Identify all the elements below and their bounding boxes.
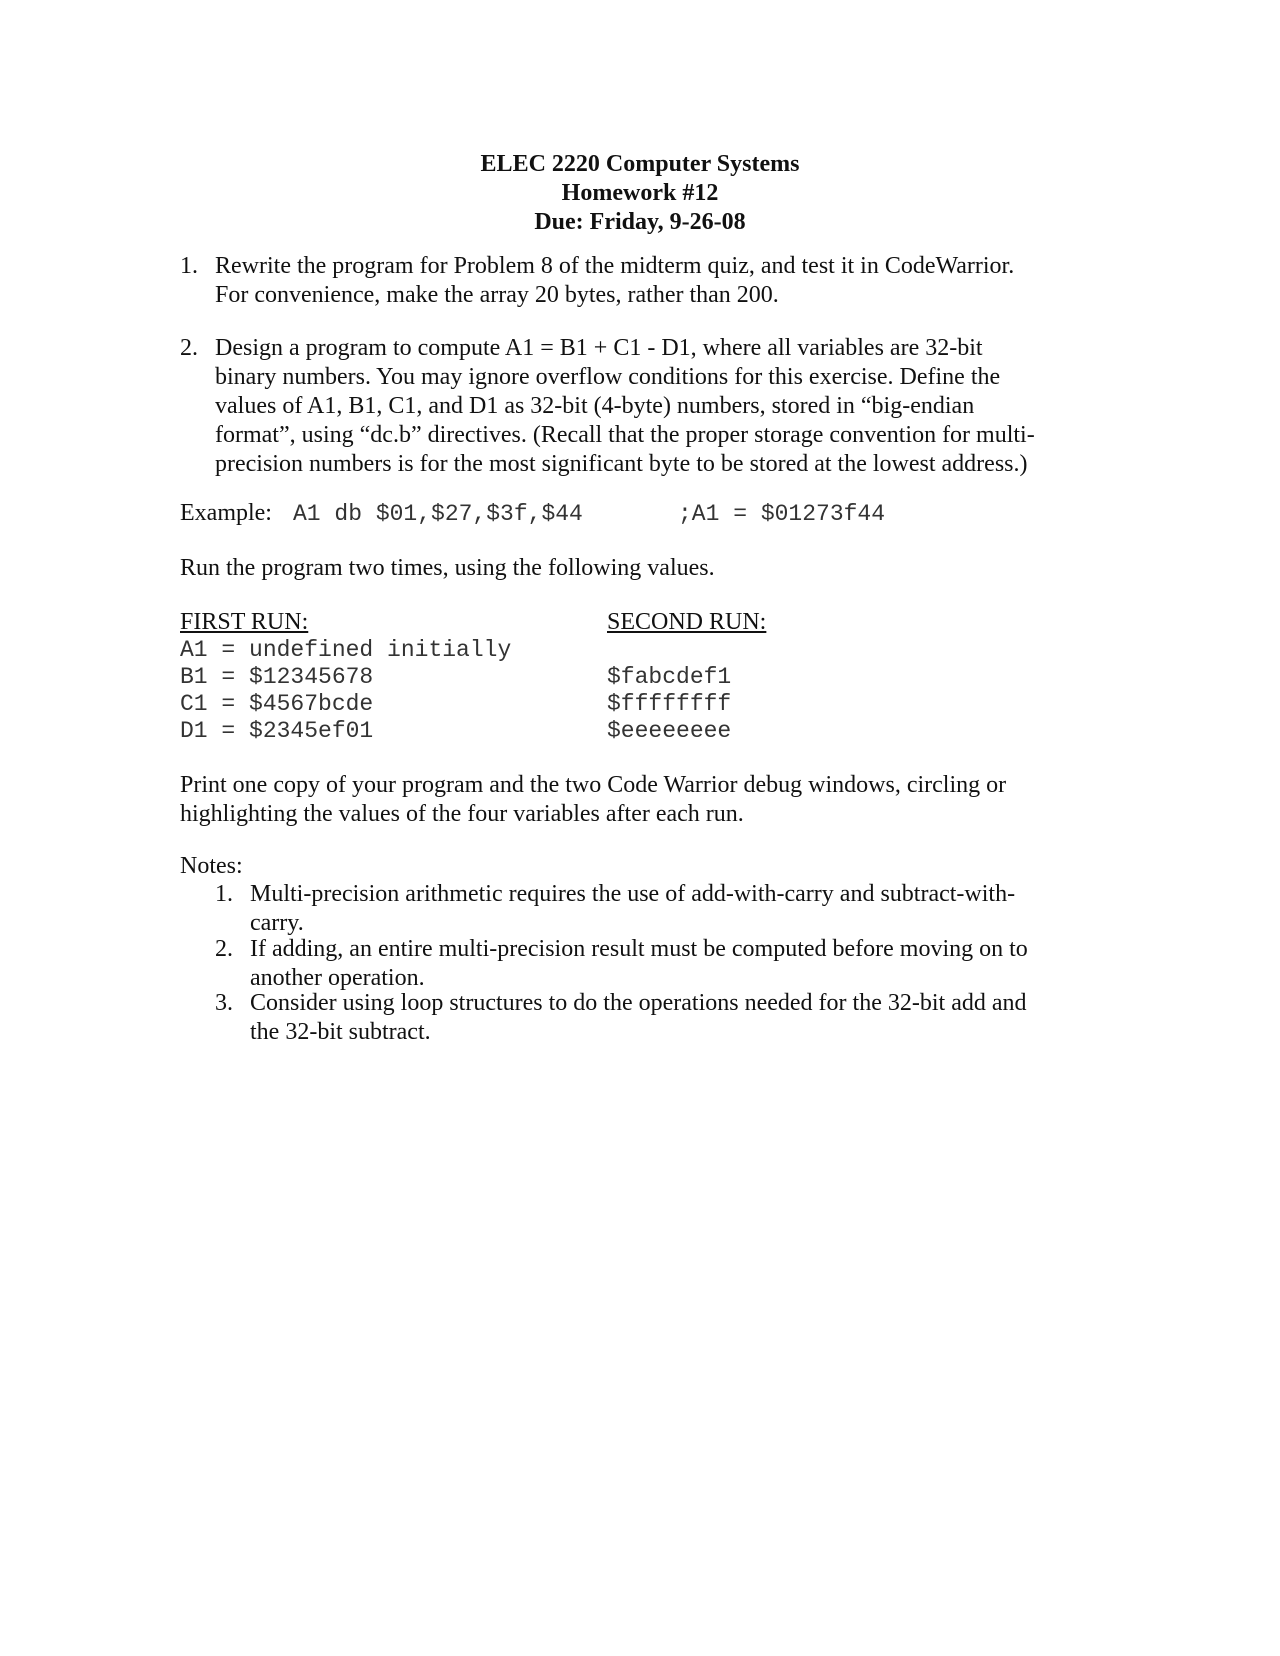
note-line: Consider using loop structures to do the operations needed for the 32-bit add and (250, 990, 1027, 1016)
problem-line: values of A1, B1, C1, and D1 as 32-bit (4-byte) numbers, stored in “big-endian (215, 393, 975, 419)
first-run-value: A1 = undefined initially (180, 637, 512, 663)
second-run-value: $fabcdef1 (607, 664, 732, 690)
example-comment: ;A1 = $01273f44 (678, 501, 886, 527)
run-instruction: Run the program two times, using the following values. (180, 555, 715, 581)
problem-line: format”, using “dc.b” directives. (Recall that the proper storage convention for multi- (215, 422, 1035, 448)
problem-number: 1. (180, 253, 198, 279)
problem-line: Rewrite the program for Problem 8 of the midterm quiz, and test it in CodeWarrior. (215, 253, 1015, 279)
note-line: the 32-bit subtract. (250, 1019, 431, 1045)
second-run-value: $ffffffff (607, 691, 732, 717)
notes-label: Notes: (180, 853, 243, 879)
second-run-value: $eeeeeeee (607, 718, 732, 744)
print-instruction (180, 771, 1080, 829)
note-line: carry. (250, 910, 304, 936)
example-label: Example: (180, 500, 272, 526)
problem-line: precision numbers is for the most significant byte to be stored at the lowest address.) (215, 451, 1028, 477)
note-line: Multi-precision arithmetic requires the use of add-with-carry and subtract-with- (250, 881, 1016, 907)
problem-number: 2. (180, 335, 198, 361)
note-number: 3. (215, 990, 233, 1016)
first-run-value: C1 = $4567bcde (180, 691, 374, 717)
course-title: ELEC 2220 Computer Systems (480, 151, 800, 177)
example-line (180, 499, 1080, 528)
note-line: If adding, an entire multi-precision result must be computed before moving on to (250, 936, 1028, 962)
example-code: A1 db $01,$27,$3f,$44 (293, 501, 583, 527)
due-date: Due: Friday, 9-26-08 (534, 209, 746, 235)
problem-line: binary numbers. You may ignore overflow conditions for this exercise. Define the (215, 364, 1001, 390)
note-item-3 (215, 989, 1075, 1047)
note-number: 2. (215, 936, 233, 962)
problem-2 (180, 334, 1060, 479)
note-item-2 (215, 935, 1075, 993)
note-line: another operation. (250, 965, 425, 991)
print-line: Print one copy of your program and the two Code Warrior debug windows, circling or (180, 772, 1007, 798)
note-item-1 (215, 880, 1075, 938)
print-line: highlighting the values of the four variables after each run. (180, 801, 744, 827)
first-run-header: FIRST RUN: (180, 609, 309, 635)
note-number: 1. (215, 881, 233, 907)
homework-title: Homework #12 (561, 180, 719, 206)
notes (180, 852, 1080, 881)
first-run-value: B1 = $12345678 (180, 664, 374, 690)
problem-line: Design a program to compute A1 = B1 + C1 - D1, where all variables are 32-bit (215, 335, 983, 361)
second-run-header: SECOND RUN: (607, 609, 767, 635)
problem-1 (180, 252, 1060, 310)
problem-line: For convenience, make the array 20 bytes, rather than 200. (215, 282, 779, 308)
header (0, 150, 1280, 237)
runs-table (180, 608, 1060, 748)
first-run-value: D1 = $2345ef01 (180, 718, 374, 744)
